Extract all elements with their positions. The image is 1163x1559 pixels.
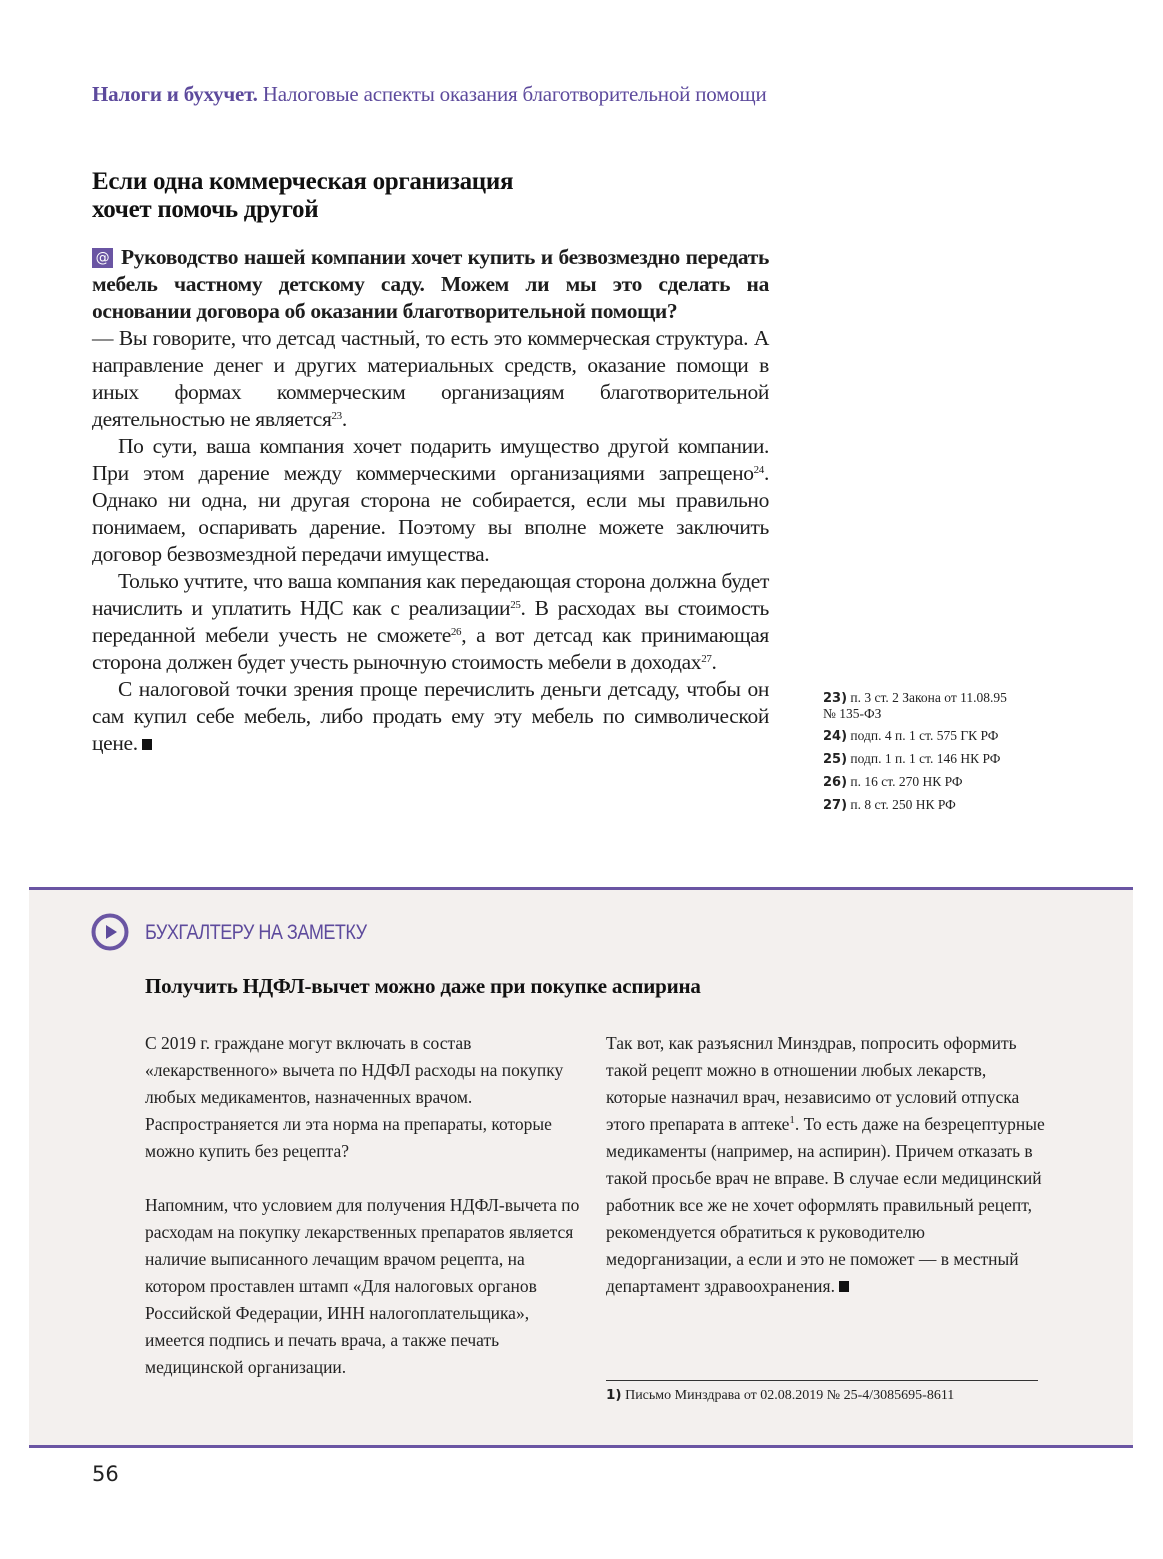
- note-left-column: [145, 1030, 585, 1381]
- paragraph-text: Только учтите, что ваша компания как передающая сторона должна будет начислить и уплатить НДС как с реализации: [92, 569, 769, 620]
- footnote-divider: [606, 1380, 1038, 1381]
- answer-paragraph: [92, 568, 769, 676]
- footnote-ref[interactable]: 27: [701, 653, 712, 665]
- footnote-text: подп. 1 п. 1 ст. 146 НК РФ: [850, 751, 1001, 766]
- answer-paragraph: [92, 676, 769, 757]
- answer-paragraph: [92, 325, 769, 433]
- footnote-ref[interactable]: 1: [789, 1114, 795, 1126]
- footnote-number: 24): [823, 729, 848, 744]
- footnotes: [823, 687, 1053, 817]
- footnote-number: 27): [823, 798, 848, 813]
- page-number: 56: [92, 1462, 119, 1486]
- note-paragraph: Напомним, что условием для получения НДФЛ-вычета по расходам на покупку лекарственных препаратов является наличие выписанного лечащим врачом рецепта, на котором проставлен штамп «Для налоговых органов Российской Федерации, ИНН налогоплательщика», имеется подпись и печать врача, а также печать медицинской организации.: [145, 1195, 580, 1377]
- footnote-text: Письмо Минздрава от 02.08.2019 № 25-4/3085695-8611: [625, 1388, 955, 1403]
- footnote: [823, 794, 1053, 817]
- paragraph-text: . В расходах вы стоимость переданной мебели учесть не сможете: [92, 596, 769, 647]
- paragraph-text: , а вот детсад как принимающая сторона должен будет учесть рыночную стоимость мебели в доходах: [92, 623, 769, 674]
- footnote-ref[interactable]: 23: [331, 410, 342, 422]
- footnote-number: 26): [823, 775, 848, 790]
- footnote-number: 1): [606, 1387, 622, 1403]
- paragraph-text: .: [711, 650, 717, 674]
- answer-paragraph: [92, 433, 769, 568]
- running-head-section: Налоги и бухучет.: [92, 82, 258, 106]
- footnote-text: п. 16 ст. 270 НК РФ: [850, 774, 963, 789]
- note-footnote: [606, 1387, 954, 1404]
- paragraph-text: . То есть даже на безрецептурные медикаменты (например, на аспирин). Причем отказать в такой просьбе врач не вправе. В случае если медицинский работник все же не хочет оформлять правильный рецепт, рекомендуется обратиться к руководителю медорганизации, а если и это не поможет — в местный департамент здравоохранения.: [606, 1114, 1045, 1296]
- footnote-ref[interactable]: 24: [753, 464, 764, 476]
- reader-question: [92, 244, 769, 325]
- article-title: [92, 168, 712, 224]
- email-at-icon: @: [92, 248, 113, 268]
- note-right-column: [606, 1030, 1046, 1300]
- footnote-ref[interactable]: 25: [510, 599, 521, 611]
- note-paragraph: [606, 1030, 1046, 1300]
- footnote: [823, 771, 1053, 794]
- article-title-line2: хочет помочь другой: [92, 196, 319, 223]
- footnote-ref[interactable]: 26: [450, 626, 462, 638]
- end-of-article-mark: [142, 739, 152, 750]
- note-label: БУХГАЛТЕРУ НА ЗАМЕТКУ: [145, 921, 367, 944]
- paragraph-text: Так вот, как разъяснил Минздрав, попросить оформить такой рецепт можно в отношении любых лекарств, которые назначил врач, независимо от условий отпуска этого препарата в аптеке: [606, 1033, 1020, 1134]
- article-body: [92, 244, 769, 757]
- footnote: [823, 687, 1053, 722]
- footnote-text: п. 3 ст. 2 Закона от 11.08.95: [850, 690, 1007, 705]
- footnote-text: № 135-ФЗ: [823, 706, 882, 721]
- paragraph-text: . Однако ни одна, ни другая сторона не собирается, если мы правильно понимаем, оспаривать дарение. Поэтому вы вполне можете заключить договор безвозмездной передачи имущества.: [92, 461, 769, 566]
- footnote-number: 25): [823, 752, 848, 767]
- footnote-text: п. 8 ст. 250 НК РФ: [850, 797, 956, 812]
- article-title-line1: Если одна коммерческая организация: [92, 168, 514, 195]
- running-head-topic: Налоговые аспекты оказания благотворительной помощи: [262, 82, 767, 106]
- footnote: [823, 725, 1053, 748]
- play-circle-icon: [91, 913, 129, 951]
- paragraph-text: .: [341, 407, 347, 431]
- paragraph-text: По сути, ваша компания хочет подарить имущество другой компании. При этом дарение между коммерческими организациями запрещено: [92, 434, 769, 485]
- footnote-text: подп. 4 п. 1 ст. 575 ГК РФ: [850, 728, 999, 743]
- paragraph-text: С налоговой точки зрения проще перечислить деньги детсаду, чтобы он сам купил себе мебель, либо продать ему эту мебель по символической цене.: [92, 677, 769, 755]
- paragraph-text: — Вы говорите, что детсад частный, то есть это коммерческая структура. А направление денег и других материальных средств, оказание помощи в иных формах коммерческим организациям благотворительной деятельностью не является: [92, 326, 769, 431]
- note-paragraph: С 2019 г. граждане могут включать в состав «лекарственного» вычета по НДФЛ расходы на покупку любых медикаментов, назначенных врачом. Распространяется ли эта норма на препараты, которые можно купить без рецепта?: [145, 1033, 564, 1161]
- footnote-number: 23): [823, 691, 848, 706]
- note-title: Получить НДФЛ-вычет можно даже при покупке аспирина: [145, 974, 701, 998]
- footnote: [823, 748, 1053, 771]
- end-of-note-mark: [839, 1281, 849, 1292]
- question-text: Руководство нашей компании хочет купить и безвозмездно передать мебель частному детскому саду. Можем ли мы это сделать на основании договора об оказании благотворительной помощи?: [92, 245, 769, 323]
- running-head: [92, 82, 767, 107]
